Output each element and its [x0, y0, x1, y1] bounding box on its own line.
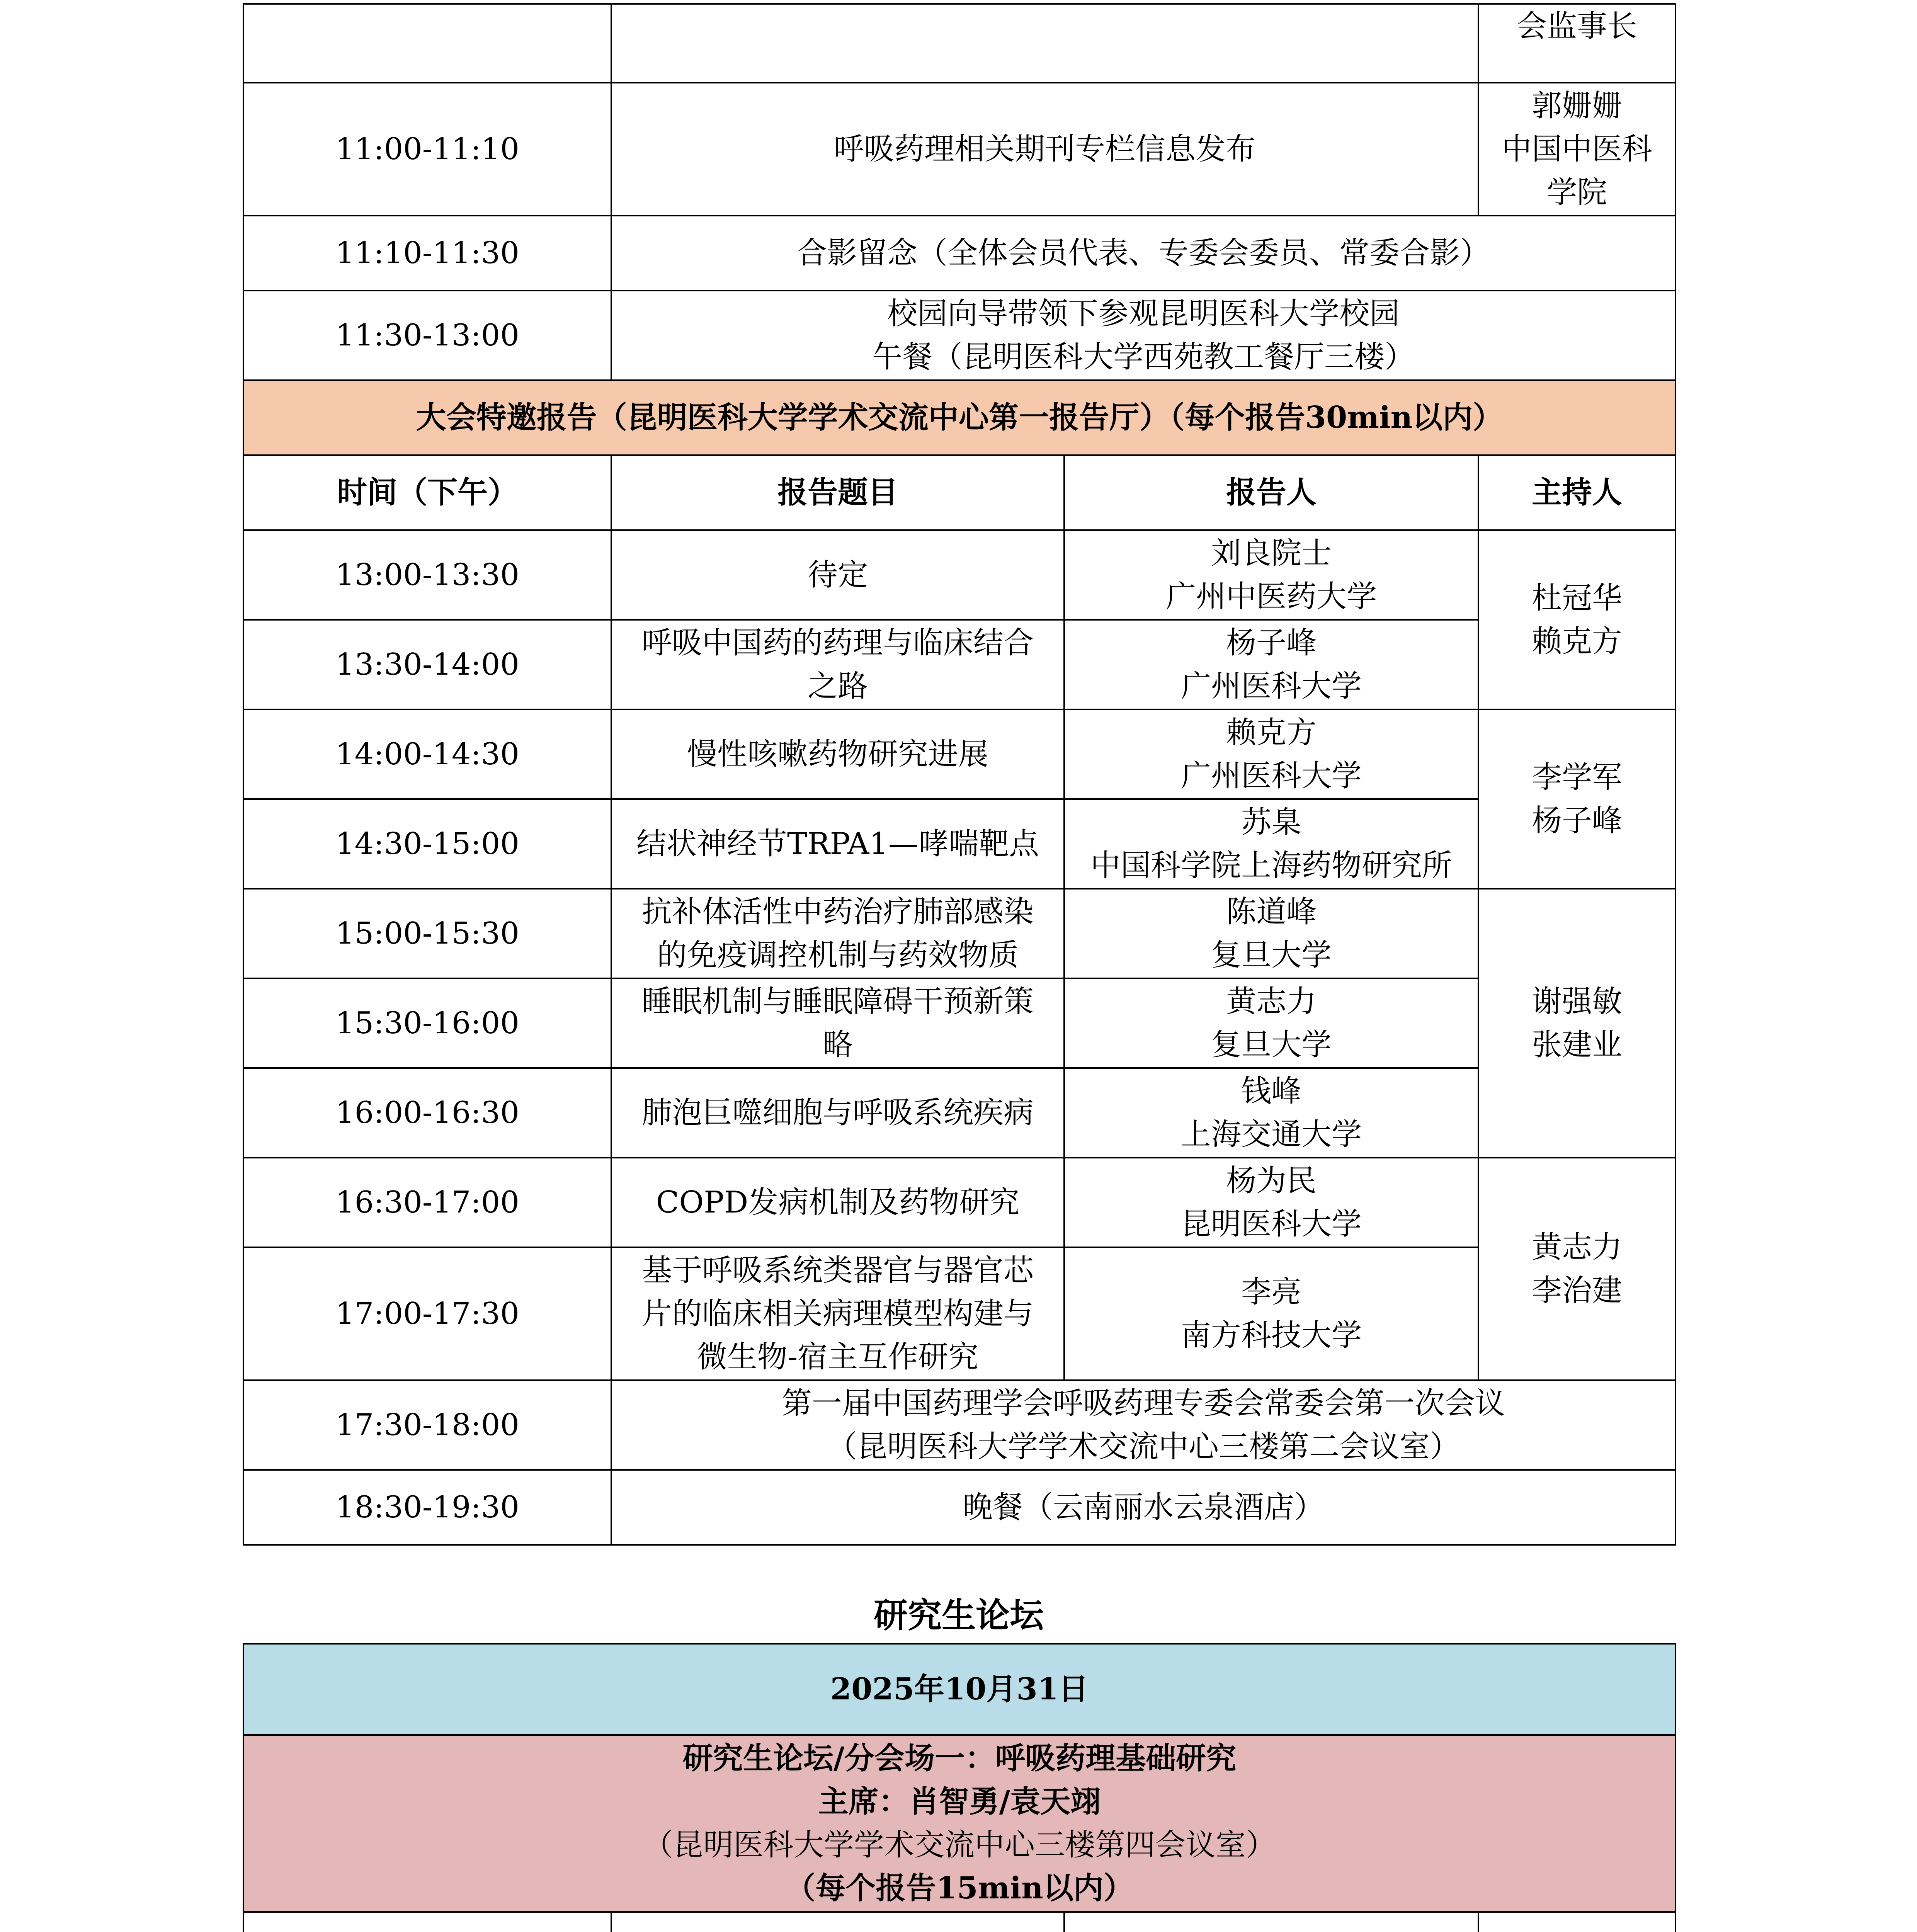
- content-cell: 合影留念（全体会员代表、专委会委员、常委合影）: [611, 216, 1675, 291]
- title-cell: 睡眠机制与睡眠障碍干预新策 略: [611, 978, 1064, 1068]
- table-row: [243, 620, 1675, 709]
- time-cell: 17:30-18:00: [243, 1380, 611, 1470]
- time-cell: 11:30-13:00: [243, 291, 611, 380]
- table-row: [243, 1380, 1675, 1470]
- time-cell: 16:00-16:30: [243, 1068, 611, 1158]
- content-cell: 校园向导带领下参观昆明医科大学校园 午餐（昆明医科大学西苑教工餐厅三楼）: [611, 291, 1675, 380]
- column-header-host: [1478, 1912, 1675, 1932]
- content-cell: 晚餐（云南丽水云泉酒店）: [611, 1470, 1675, 1545]
- time-cell: 11:00-11:10: [243, 83, 611, 216]
- column-header-row: [243, 455, 1675, 530]
- host-cell: 杜冠华 赖克方: [1478, 530, 1675, 709]
- date-header: 2025年10月31日: [243, 1644, 1675, 1735]
- title-cell: 肺泡巨噬细胞与呼吸系统疾病: [611, 1068, 1064, 1158]
- column-header-title: 报告题目: [611, 455, 1064, 530]
- table-row: [243, 4, 1675, 83]
- section-header: 大会特邀报告（昆明医科大学学术交流中心第一报告厅）（每个报告30min以内）: [243, 380, 1675, 455]
- table-row: [243, 709, 1675, 799]
- title-cell: 基于呼吸系统类器官与器官芯 片的临床相关病理模型构建与 微生物-宿主互作研究: [611, 1247, 1064, 1380]
- title-cell: COPD发病机制及药物研究: [611, 1158, 1064, 1247]
- speaker-cell: 刘良院士 广州中医药大学: [1064, 530, 1478, 620]
- time-cell: 16:30-17:00: [243, 1158, 611, 1247]
- speaker-cell: 赖克方 广州医科大学: [1064, 709, 1478, 799]
- column-header-time: 时间（下午）: [243, 455, 611, 530]
- host-cell: 会监事长: [1478, 4, 1675, 83]
- table-row: [243, 799, 1675, 889]
- speaker-cell: 杨为民 昆明医科大学: [1064, 1158, 1478, 1247]
- table-row: [243, 216, 1675, 291]
- speaker-cell: 陈道峰 复旦大学: [1064, 889, 1478, 978]
- time-cell: [243, 4, 611, 83]
- agenda-table-forum: [243, 1643, 1676, 1932]
- time-cell: 13:30-14:00: [243, 620, 611, 709]
- time-cell: 14:00-14:30: [243, 709, 611, 799]
- table-row: [243, 1247, 1675, 1380]
- table-row: [243, 83, 1675, 216]
- time-cell: 15:00-15:30: [243, 889, 611, 978]
- title-cell: 待定: [611, 530, 1064, 620]
- column-header-time: [243, 1912, 611, 1932]
- table-row: [243, 1158, 1675, 1247]
- table-row: [243, 291, 1675, 380]
- speaker-cell: 李亮 南方科技大学: [1064, 1247, 1478, 1380]
- host-cell: 黄志力 李治建: [1478, 1158, 1675, 1380]
- speaker-cell: 黄志力 复旦大学: [1064, 978, 1478, 1068]
- date-row: [243, 1644, 1675, 1735]
- time-cell: 13:00-13:30: [243, 530, 611, 620]
- time-cell: 11:10-11:30: [243, 216, 611, 291]
- table-row: [243, 889, 1675, 978]
- column-header-host: 主持人: [1478, 455, 1675, 530]
- content-cell: 呼吸药理相关期刊专栏信息发布: [611, 83, 1478, 216]
- speaker-cell: 苏臬 中国科学院上海药物研究所: [1064, 799, 1478, 889]
- title-cell: 慢性咳嗽药物研究进展: [611, 709, 1064, 799]
- table-row: [243, 530, 1675, 620]
- title-cell: 结状神经节TRPA1—哮喘靶点: [611, 799, 1064, 889]
- content-cell: [611, 4, 1478, 83]
- speaker-cell: 钱峰 上海交通大学: [1064, 1068, 1478, 1158]
- host-cell: 谢强敏 张建业: [1478, 889, 1675, 1158]
- forum-title: 研究生论坛: [873, 1595, 1044, 1635]
- title-cell: 呼吸中国药的药理与临床结合 之路: [611, 620, 1064, 709]
- speaker-cell: 杨子峰 广州医科大学: [1064, 620, 1478, 709]
- time-cell: 17:00-17:30: [243, 1247, 611, 1380]
- table-row: [243, 978, 1675, 1068]
- content-cell: 第一届中国药理学会呼吸药理专委会常委会第一次会议 （昆明医科大学学术交流中心三楼第二会议室）: [611, 1380, 1675, 1470]
- time-cell: 18:30-19:30: [243, 1470, 611, 1545]
- column-header-speaker: 报告人: [1064, 455, 1478, 530]
- column-header-speaker: [1064, 1912, 1478, 1932]
- title-cell: 抗补体活性中药治疗肺部感染 的免疫调控机制与药效物质: [611, 889, 1064, 978]
- table-row: [243, 380, 1675, 455]
- time-cell: 15:30-16:00: [243, 978, 611, 1068]
- host-cell: 郭姗姗 中国中医科 学院: [1478, 83, 1675, 216]
- table-row: [243, 1068, 1675, 1158]
- table-row: [243, 1470, 1675, 1545]
- host-cell: 李学军 杨子峰: [1478, 709, 1675, 889]
- time-cell: 14:30-15:00: [243, 799, 611, 889]
- column-header-row: [243, 1912, 1675, 1932]
- column-header-title: [611, 1912, 1064, 1932]
- session-row: [243, 1735, 1675, 1912]
- agenda-table-afternoon: [243, 3, 1676, 1546]
- session-header: 研究生论坛/分会场一：呼吸药理基础研究 主席：肖智勇/袁天翊 （昆明医科大学学术交流中心三楼第四会议室） （每个报告15min以内）: [243, 1735, 1675, 1912]
